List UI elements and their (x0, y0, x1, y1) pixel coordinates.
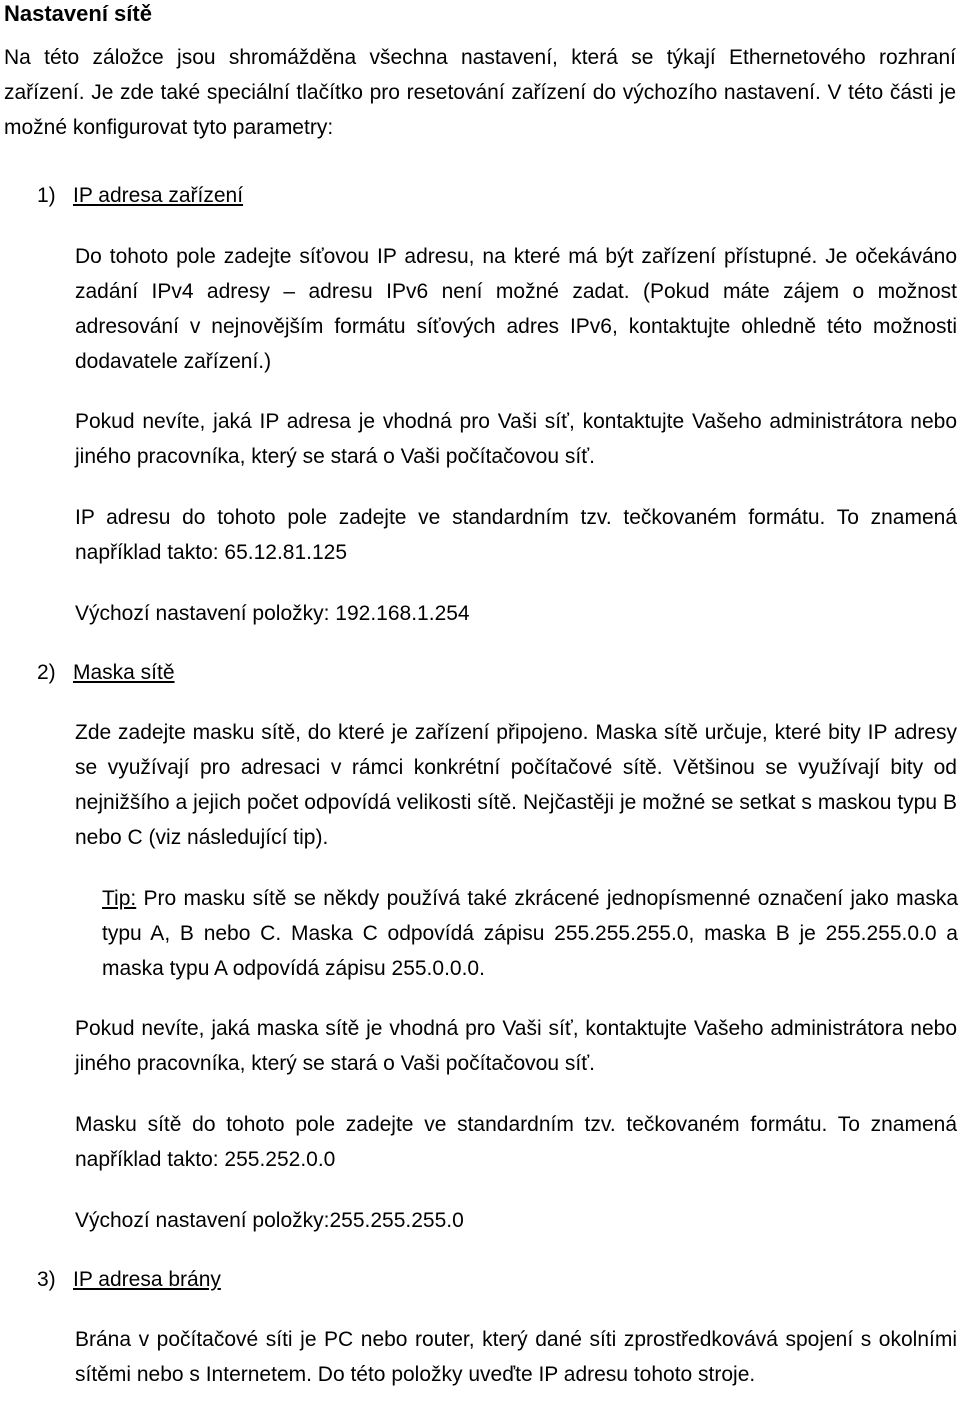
section-1-default: Výchozí nastavení položky: 192.168.1.254 (75, 602, 470, 625)
section-1-number: 1) (37, 184, 56, 207)
section-2-heading (37, 655, 175, 690)
section-3-heading (37, 1262, 221, 1297)
section-1-paragraph-1: Do tohoto pole zadejte síťovou IP adresu, na které má být zařízení přístupné. Je očekáváno zadání IPv4 adresy – adresu IPv6 není možné zadat. (Pokud máte zájem o možnost adresování v nejnovějším formátu síťových adres IPv6, kontaktujte ohledně této možnosti dodavatele zařízení.) (75, 245, 957, 373)
section-2-paragraph-3: Masku sítě do tohoto pole zadejte ve standardním tzv. tečkovaném formátu. To znamená například takto: 255.252.0.0 (75, 1113, 957, 1171)
page-title: Nastavení sítě (4, 1, 152, 26)
section-3-title: IP adresa brány (73, 1268, 221, 1291)
tip-label: Tip: (102, 887, 137, 910)
tip-text: Pro masku sítě se někdy používá také zkrácené jednopísmenné označení jako maska typu A, B nebo C. Maska C odpovídá zápisu 255.255.255.0, maska B je 255.255.0.0 a maska typu A odpovídá zápisu 255.0.0.0. (102, 887, 958, 980)
section-2-paragraph-1: Zde zadejte masku sítě, do které je zařízení připojeno. Maska sítě určuje, které bity IP adresy se využívají pro adresaci v rámci konkrétní počítačové sítě. Většinou se využívají bity od nejnižšího a jejich počet odpovídá velikosti sítě. Nejčastěji je možné se setkat s maskou typu B nebo C (viz následující tip). (75, 721, 957, 849)
section-1-paragraph-3: IP adresu do tohoto pole zadejte ve standardním tzv. tečkovaném formátu. To znamená například takto: 65.12.81.125 (75, 506, 957, 564)
section-1-paragraph-2: Pokud nevíte, jaká IP adresa je vhodná pro Vaši síť, kontaktujte Vašeho administrátora nebo jiného pracovníka, který se stará o Vaši počítačovou síť. (75, 410, 957, 468)
section-1-title: IP adresa zařízení (73, 184, 244, 207)
section-1-heading (37, 178, 243, 213)
section-2-title: Maska sítě (73, 661, 175, 684)
section-2-tip (102, 881, 958, 986)
section-3-number: 3) (37, 1268, 56, 1291)
section-3-paragraph-1: Brána v počítačové síti je PC nebo router, který dané síti zprostředkovává spojení s okolními sítěmi nebo s Internetem. Do této položky uveďte IP adresu tohoto stroje. (75, 1328, 957, 1386)
intro-paragraph: Na této záložce jsou shromážděna všechna nastavení, která se týkají Ethernetového rozhraní zařízení. Je zde také speciální tlačítko pro resetování zařízení do výchozího nastavení. V této části je možné konfigurovat tyto parametry: (4, 46, 956, 139)
section-2-default: Výchozí nastavení položky:255.255.255.0 (75, 1209, 464, 1232)
section-2-number: 2) (37, 661, 56, 684)
section-2-paragraph-2: Pokud nevíte, jaká maska sítě je vhodná pro Vaši síť, kontaktujte Vašeho administrátora nebo jiného pracovníka, který se stará o Vaši počítačovou síť. (75, 1017, 957, 1075)
